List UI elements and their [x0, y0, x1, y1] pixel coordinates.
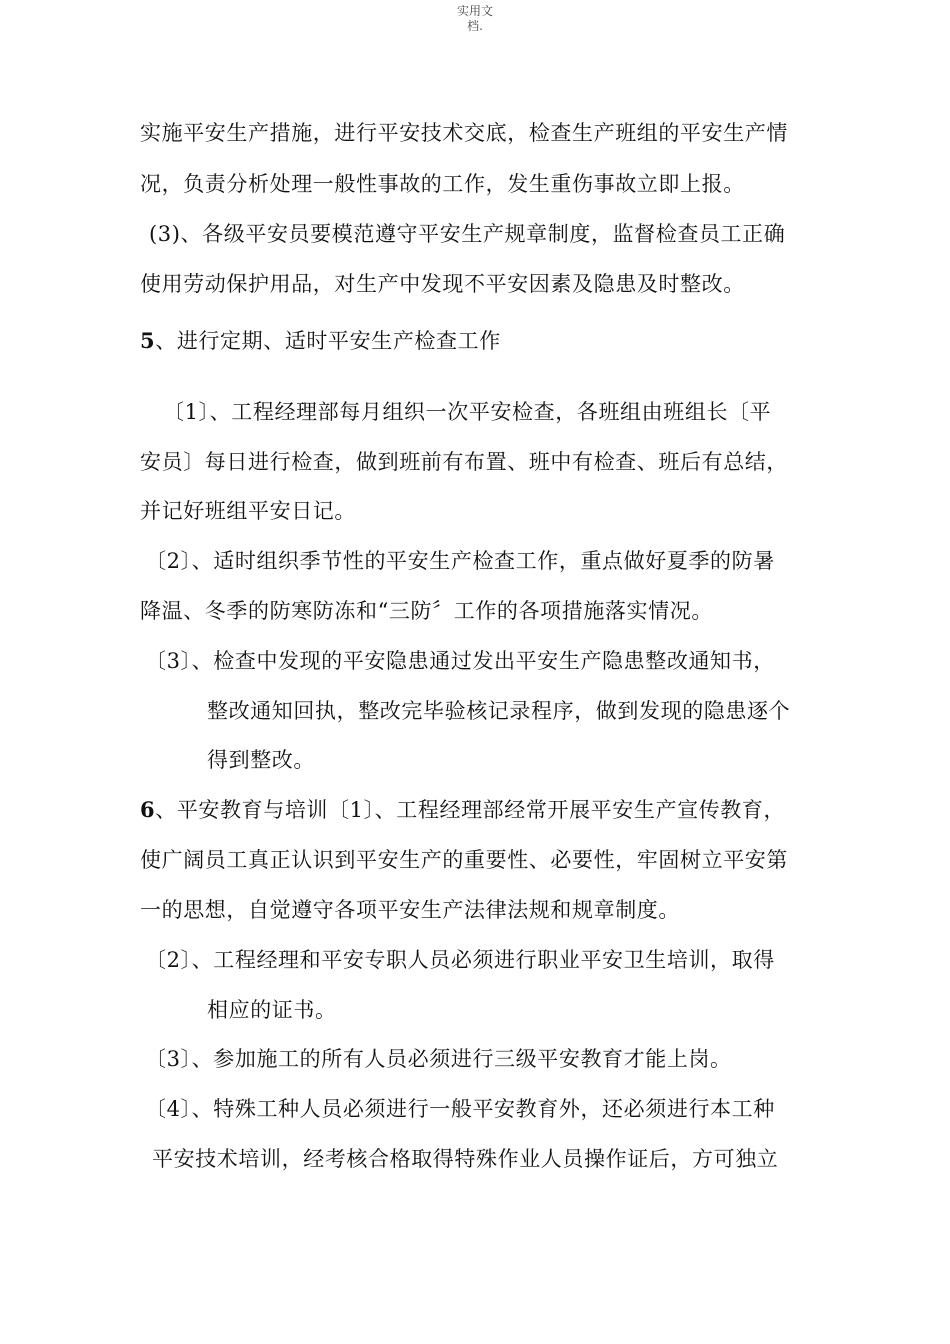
paragraph-line: 实施平安生产措施，进行平安技术交底，检查生产班组的平安生产情: [140, 121, 788, 145]
paragraph-line: 降温、冬季的防寒防冻和“三防〞工作的各项措施落实情况。: [140, 599, 713, 623]
paragraph-line: 使用劳动保护用品，对生产中发现不平安因素及隐患及时整改。: [140, 272, 745, 296]
paragraph-line: 使广阔员工真正认识到平安生产的重要性、必要性，牢固树立平安第: [140, 848, 788, 872]
page-header: [0, 4, 950, 34]
section-number: 5: [140, 328, 156, 353]
paragraph-line: 平安技术培训，经考核合格取得特殊作业人员操作证后，方可独立: [152, 1147, 779, 1171]
section-title: 、进行定期、适时平安生产检查工作: [155, 329, 501, 353]
section-number: 6: [140, 797, 156, 822]
paragraph-line: 安员〕每日进行检查，做到班前有布置、班中有检查、班后有总结，: [140, 450, 788, 474]
header-line-1: 实用文: [456, 4, 493, 18]
paragraph-line: 得到整改。: [207, 748, 315, 772]
paragraph-line: 〔3〕、检查中发现的平安隐患通过发出平安生产隐患整改通知书，: [145, 649, 775, 673]
paragraph-line: 〔1〕、工程经理部每月组织一次平安检查，各班组由班组长〔平: [163, 400, 772, 424]
paragraph-line: 相应的证书。: [207, 998, 337, 1022]
paragraph-line: 〔2〕、适时组织季节性的平安生产检查工作，重点做好夏季的防暑: [145, 549, 775, 573]
paragraph-line: 〔3〕、参加施工的所有人员必须进行三级平安教育才能上岗。: [145, 1047, 732, 1071]
paragraph-line: 一的思想，自觉遵守各项平安生产法律法规和规章制度。: [140, 898, 680, 922]
header-line-2: 档.: [467, 19, 483, 33]
paragraph-line: 并记好班组平安日记。: [140, 499, 356, 523]
paragraph-line: 〔2〕、工程经理和平安专职人员必须进行职业平安卫生培训，取得: [145, 948, 775, 972]
paragraph-line: (3)、各级平安员要模范遵守平安生产规章制度，监督检查员工正确: [149, 222, 786, 246]
section-heading-6: [140, 796, 785, 824]
section-title: 、平安教育与培训〔1〕、工程经理部经常开展平安生产宣传教育，: [155, 798, 786, 822]
section-heading-5: [140, 327, 501, 355]
paragraph-line: 况，负责分析处理一般性事故的工作，发生重伤事故立即上报。: [140, 172, 745, 196]
paragraph-line: 〔4〕、特殊工种人员必须进行一般平安教育外，还必须进行本工种: [145, 1097, 775, 1121]
paragraph-line: 整改通知回执，整改完毕验核记录程序，做到发现的隐患逐个: [207, 699, 791, 723]
